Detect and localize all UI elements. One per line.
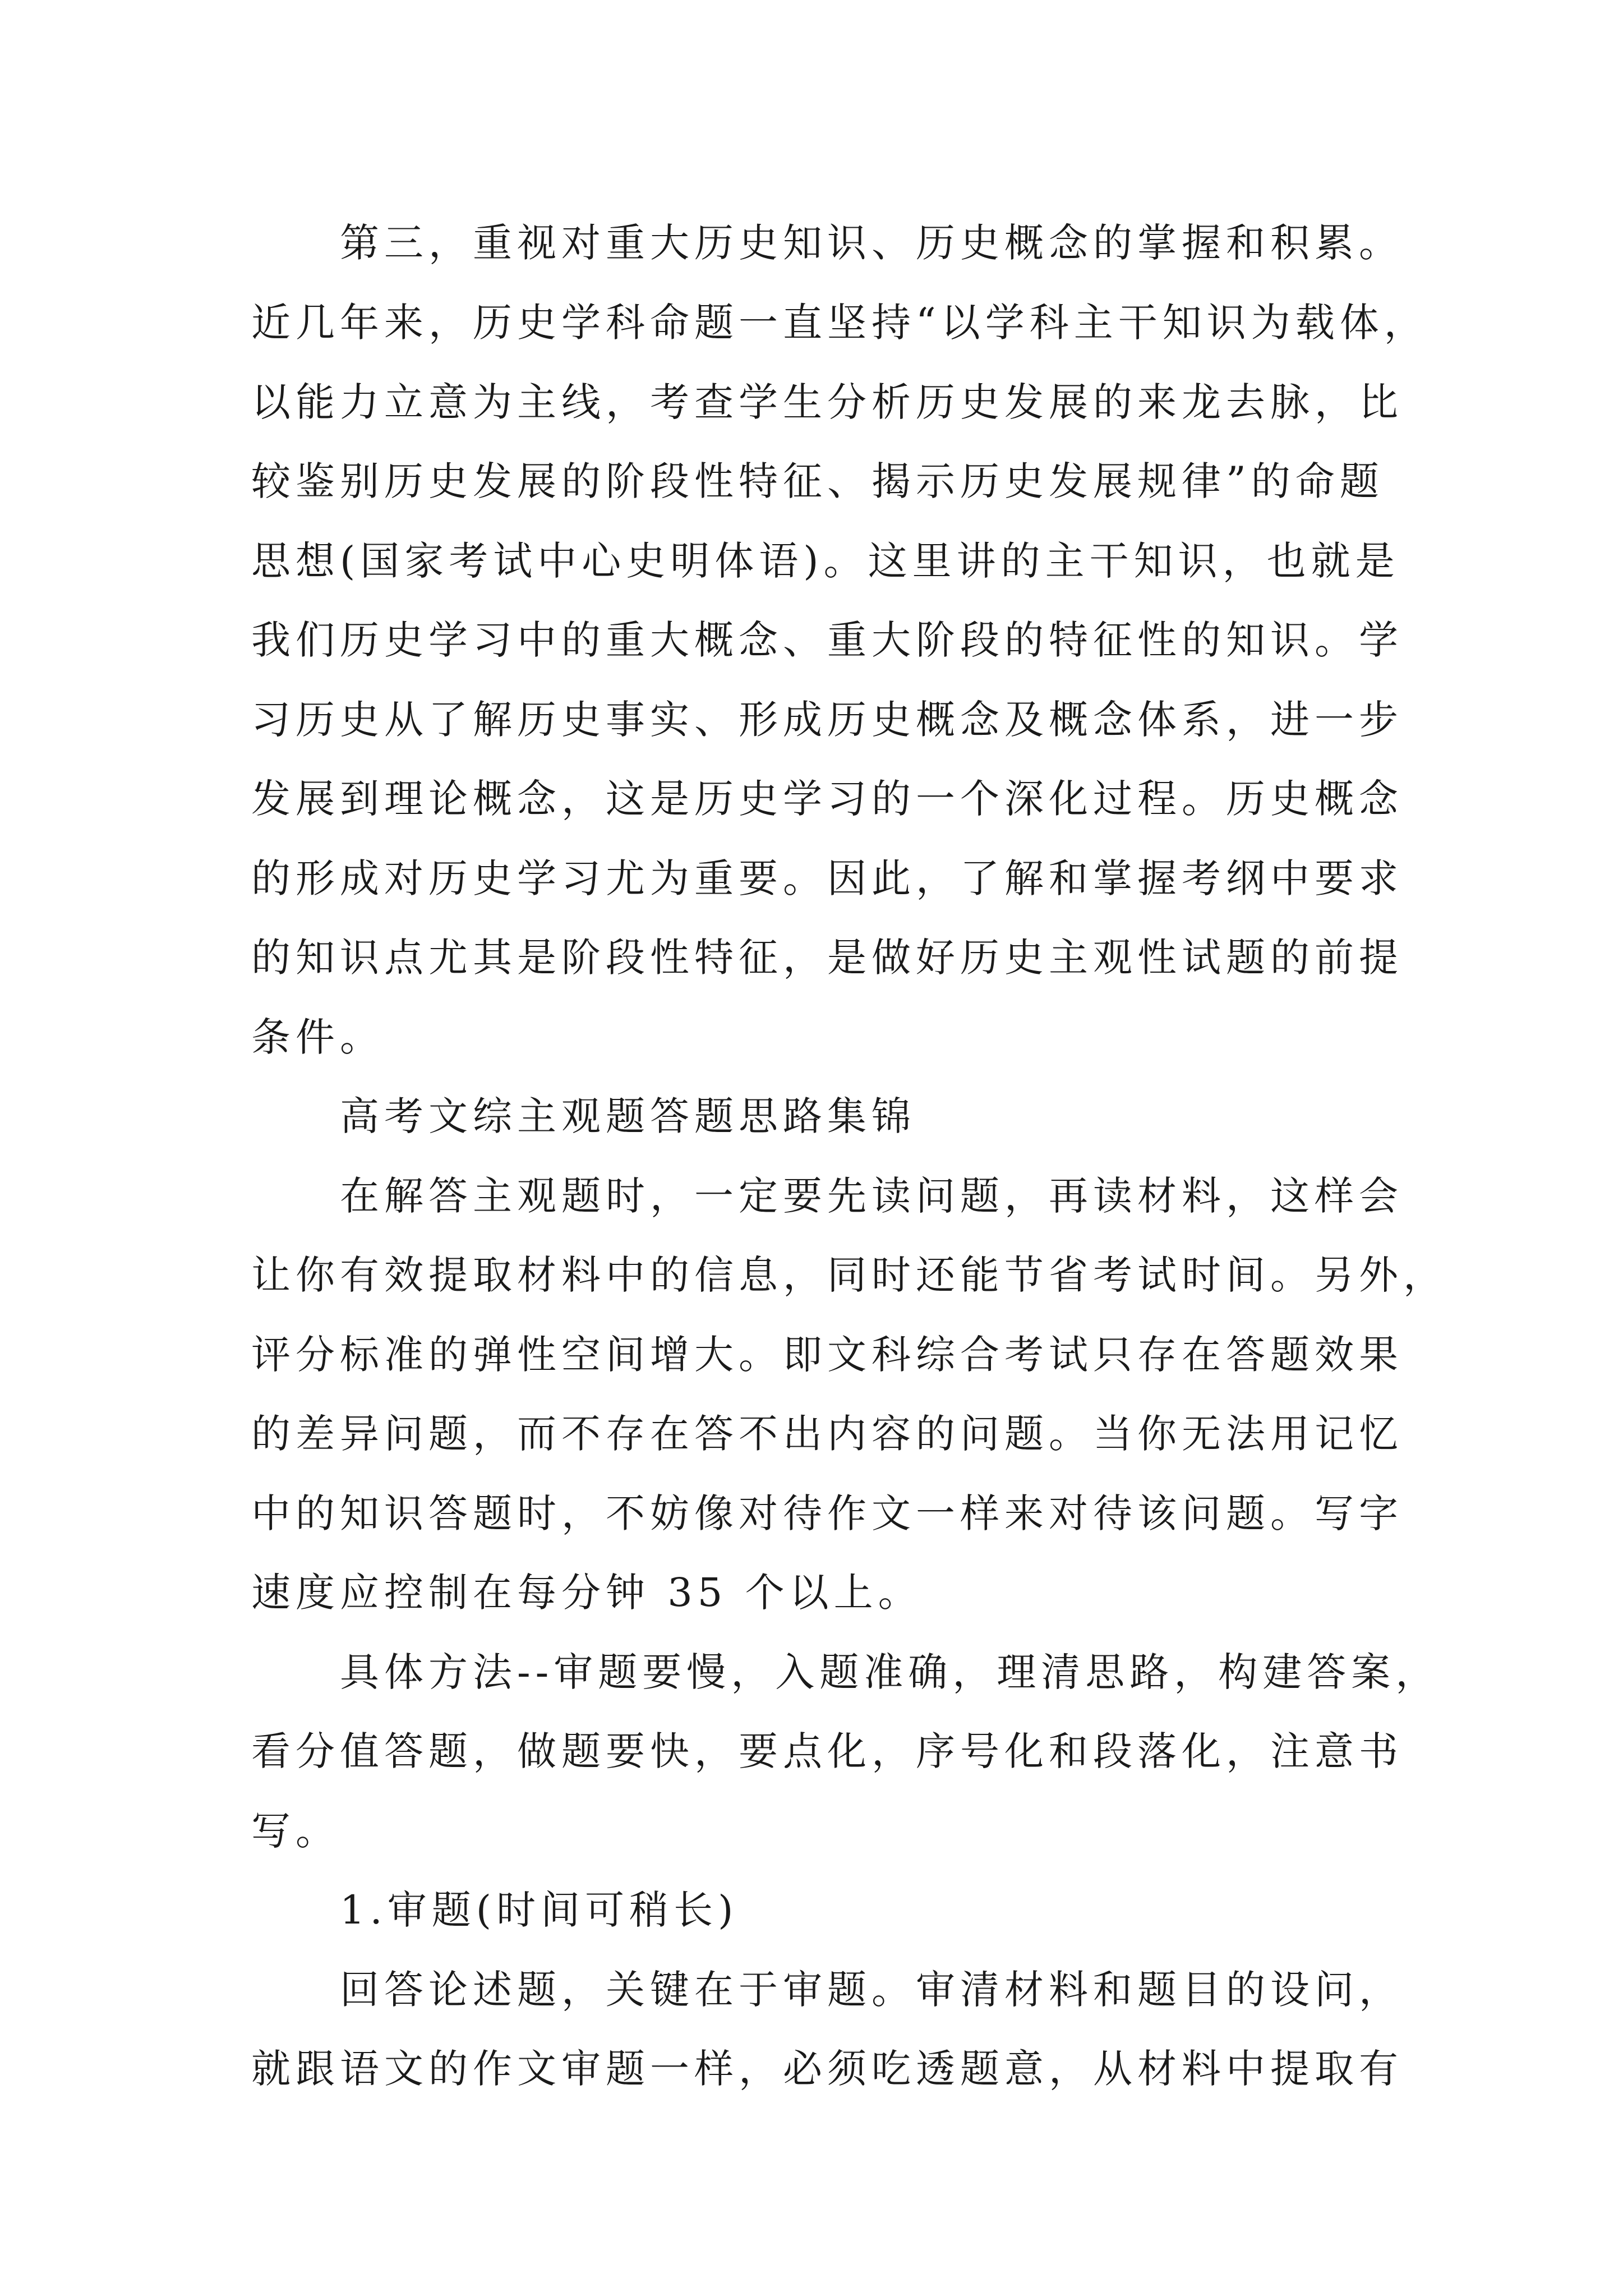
text-line: 看分值答题，做题要快，要点化，序号化和段落化，注意书 bbox=[251, 1728, 1403, 1774]
text-line: 具体方法--审题要慢，入题准确，理清思路，构建答案， bbox=[340, 1649, 1440, 1695]
text-line: 评分标准的弹性空间增大。即文科综合考试只存在答题效果 bbox=[251, 1332, 1403, 1378]
section-heading: 高考文综主观题答题思路集锦 bbox=[340, 1093, 916, 1139]
text-line: 写。 bbox=[251, 1808, 340, 1854]
text-line: 在解答主观题时，一定要先读问题，再读材料，这样会 bbox=[340, 1173, 1403, 1219]
numbered-heading: 1.审题(时间可稍长) bbox=[340, 1887, 739, 1933]
text-line: 条件。 bbox=[251, 1014, 384, 1060]
text-line: 习历史从了解历史事实、形成历史概念及概念体系，进一步 bbox=[251, 697, 1403, 743]
text-line: 中的知识答题时，不妨像对待作文一样来对待该问题。写字 bbox=[251, 1490, 1403, 1536]
text-line: 的形成对历史学习尤为重要。因此，了解和掌握考纲中要求 bbox=[251, 855, 1403, 901]
text-line: 速度应控制在每分钟 35 个以上。 bbox=[251, 1570, 923, 1616]
text-line: 发展到理论概念，这是历史学习的一个深化过程。历史概念 bbox=[251, 776, 1403, 822]
text-line: 思想(国家考试中心史明体语)。这里讲的主干知识，也就是 bbox=[251, 538, 1400, 584]
text-line: 我们历史学习中的重大概念、重大阶段的特征性的知识。学 bbox=[251, 617, 1403, 663]
text-line: 让你有效提取材料中的信息，同时还能节省考试时间。另外， bbox=[251, 1252, 1447, 1298]
text-line: 回答论述题，关键在于审题。审清材料和题目的设问， bbox=[340, 1967, 1403, 2013]
text-line: 的差异问题，而不存在答不出内容的问题。当你无法用记忆 bbox=[251, 1411, 1403, 1457]
text-line: 的知识点尤其是阶段性特征，是做好历史主观性试题的前提 bbox=[251, 935, 1403, 981]
text-line: 较鉴别历史发展的阶段性特征、揭示历史发展规律”的命题 bbox=[251, 458, 1384, 504]
text-line: 以能力立意为主线，考查学生分析历史发展的来龙去脉，比 bbox=[251, 379, 1403, 425]
text-line: 就跟语文的作文审题一样，必须吃透题意，从材料中提取有 bbox=[251, 2046, 1403, 2092]
text-line: 近几年来，历史学科命题一直坚持“以学科主干知识为载体， bbox=[251, 300, 1428, 346]
text-line: 第三，重视对重大历史知识、历史概念的掌握和积累。 bbox=[340, 220, 1403, 266]
